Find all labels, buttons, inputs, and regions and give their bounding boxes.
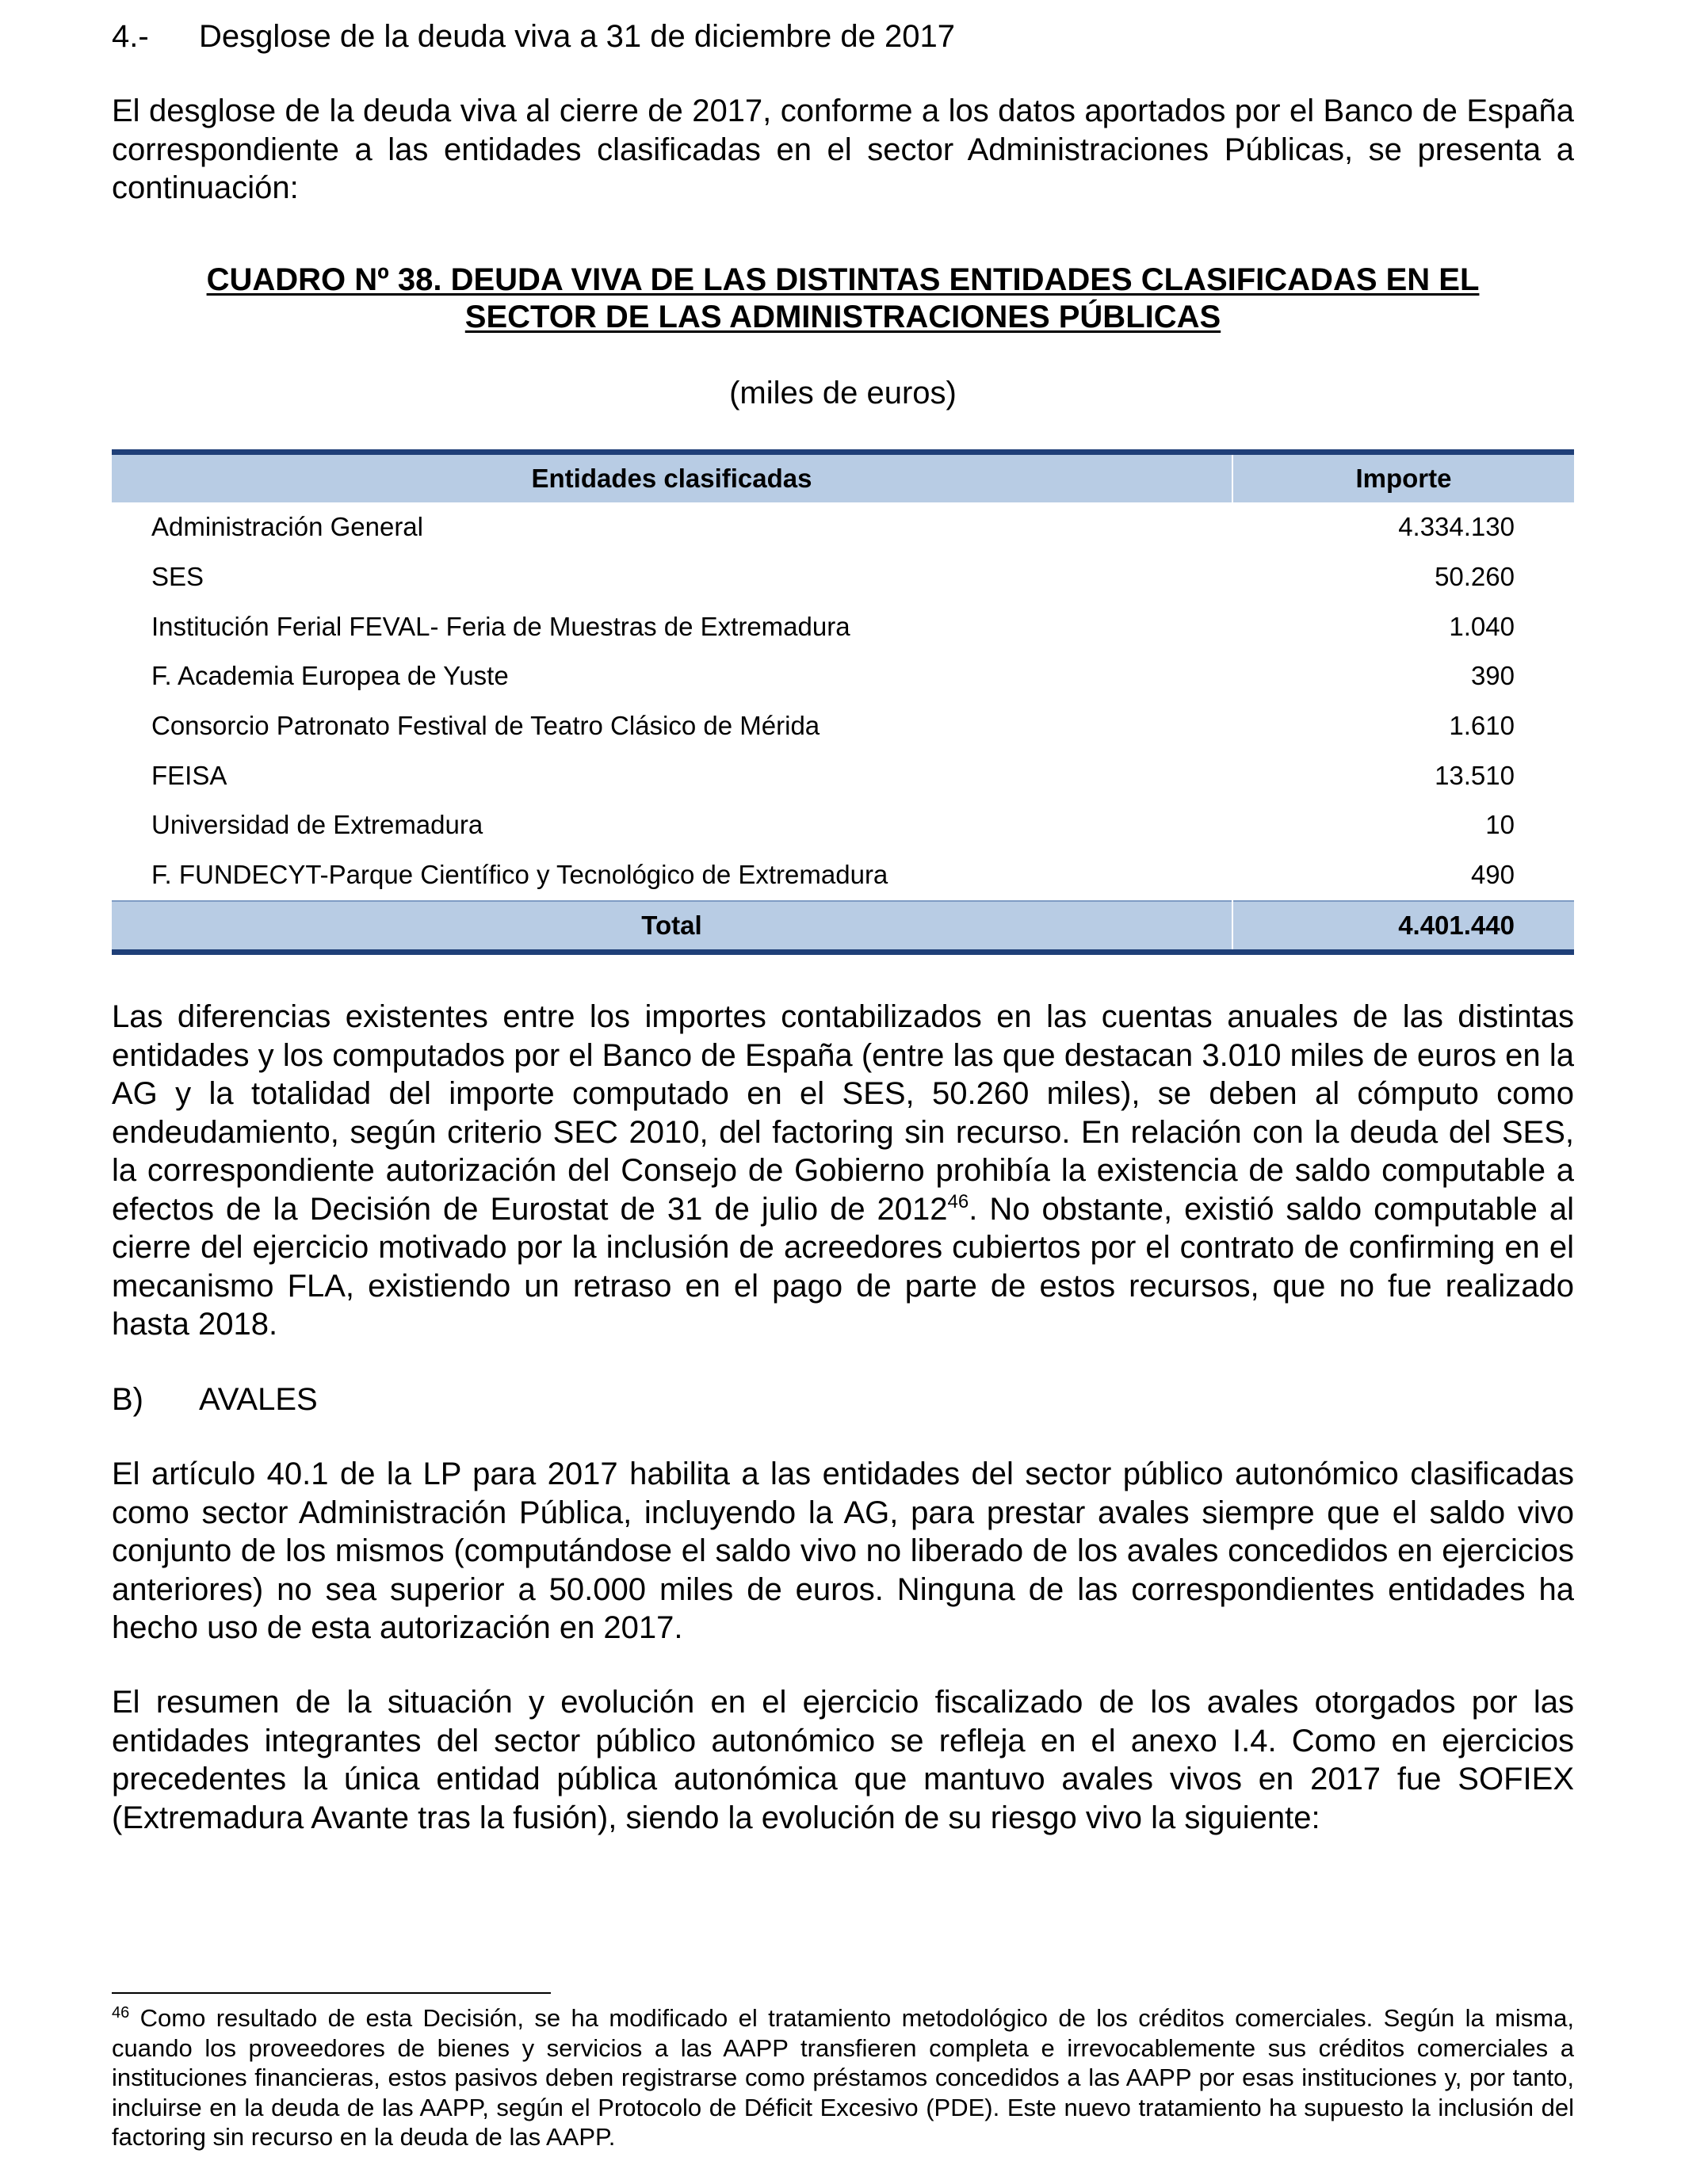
table-title bbox=[112, 262, 1574, 336]
debt-table bbox=[112, 449, 1574, 955]
row-entity: Universidad de Extremadura bbox=[151, 810, 483, 840]
footnote bbox=[112, 2003, 1574, 2152]
table-row bbox=[112, 552, 1574, 602]
row-amount: 4.334.130 bbox=[1398, 512, 1515, 542]
table-title-line-1: CUADRO Nº 38. DEUDA VIVA DE LAS DISTINTAS ENTIDADES CLASIFICADAS EN EL bbox=[206, 262, 1480, 297]
row-entity: Administración General bbox=[151, 512, 423, 542]
total-label: Total bbox=[112, 901, 1232, 953]
avales-title: AVALES bbox=[199, 1382, 318, 1417]
row-amount: 10 bbox=[1485, 810, 1515, 840]
avales-paragraph-2: El resumen de la situación y evolución en el ejercicio fiscalizado de los avales otorgados por las entidades integrantes del sector público autonómico se refleja en el anexo I.4. Como en ejercicios precedentes la única entidad pública autonómica que mantuvo avales vivos en 2017 fue SOFIEX (Extremadura Avante tras la fusión), siendo la evolución de su riesgo vivo la siguiente: bbox=[112, 1685, 1574, 1835]
intro-paragraph: El desglose de la deuda viva al cierre de 2017, conforme a los datos aportados por el Banco de España correspondiente a las entidades clasificadas en el sector Administraciones Públicas, se presenta a continuación: bbox=[112, 94, 1574, 205]
row-entity: Consorcio Patronato Festival de Teatro Clásico de Mérida bbox=[151, 711, 820, 741]
row-amount: 490 bbox=[1470, 860, 1515, 890]
differences-text-after: . No obstante, existió saldo computable al cierre del ejercicio motivado por la inclusión de acreedores cubiertos por el contrato de confirming en el mecanismo FLA, existiendo un retraso en el pago de parte de estos recursos, que no fue realizado hasta 2018. bbox=[112, 1191, 1574, 1342]
table-row bbox=[112, 651, 1574, 701]
differences-paragraph bbox=[112, 998, 1574, 1344]
header-entity: Entidades clasificadas bbox=[112, 452, 1232, 503]
row-amount: 1.040 bbox=[1449, 611, 1515, 641]
footnote-number: 46 bbox=[112, 2004, 130, 2022]
section-number: 4.- bbox=[112, 19, 149, 54]
footnote-reference: 46 bbox=[947, 1190, 969, 1212]
avales-number: B) bbox=[112, 1382, 143, 1417]
table-total-row bbox=[112, 901, 1574, 953]
table-title-line-2: SECTOR DE LAS ADMINISTRACIONES PÚBLICAS bbox=[464, 300, 1221, 334]
row-amount: 13.510 bbox=[1435, 760, 1515, 790]
avales-heading bbox=[112, 1379, 318, 1420]
table-row bbox=[112, 601, 1574, 651]
section-heading bbox=[112, 16, 955, 57]
table-header-row bbox=[112, 452, 1574, 503]
section-title: Desglose de la deuda viva a 31 de diciembre de 2017 bbox=[199, 19, 955, 54]
row-entity: SES bbox=[151, 562, 204, 592]
row-amount: 50.260 bbox=[1435, 562, 1515, 592]
differences-text-before: Las diferencias existentes entre los importes contabilizados en las cuentas anuales de las distintas entidades y los computados por el Banco de España (entre las que destacan 3.010 miles de euros en la AG y la totalidad del importe computado en el SES, 50.260 miles), se deben al cómputo como endeudamiento, según criterio SEC 2010, del factoring sin recurso. En relación con la deuda del SES, la correspondiente autorización del Consejo de Gobierno prohibía la existencia de saldo computable a efectos de la Decisión de Eurostat de 31 de julio de 2012 bbox=[112, 999, 1574, 1227]
row-amount: 1.610 bbox=[1449, 711, 1515, 741]
total-amount: 4.401.440 bbox=[1398, 910, 1515, 940]
row-entity: F. FUNDECYT-Parque Científico y Tecnológico de Extremadura bbox=[151, 860, 888, 890]
table-row bbox=[112, 502, 1574, 552]
row-entity: FEISA bbox=[151, 760, 227, 790]
footnote-separator bbox=[112, 1992, 551, 1994]
table-row bbox=[112, 800, 1574, 850]
row-entity: Institución Ferial FEVAL- Feria de Muestras de Extremadura bbox=[151, 611, 850, 641]
header-amount: Importe bbox=[1355, 464, 1452, 493]
avales-paragraph-1: El artículo 40.1 de la LP para 2017 habilita a las entidades del sector público autonómico clasificadas como sector Administración Pública, incluyendo la AG, para prestar avales siempre que el saldo vivo conjunto de los mismos (computándose el saldo vivo no liberado de los avales concedidos en ejercicios anteriores) no sea superior a 50.000 miles de euros. Ninguna de las correspondientes entidades ha hecho uso de esta autorización en 2017. bbox=[112, 1457, 1574, 1645]
footnote-text: Como resultado de esta Decisión, se ha modificado el tratamiento metodológico de los créditos comerciales. Según la misma, cuando los proveedores de bienes y servicios a las AAPP transfieren completa e irrevocablemente sus créditos comerciales a instituciones financieras, estos pasivos deben registrarse como préstamos concedidos a las AAPP por esas instituciones y, por tanto, incluirse en la deuda de las AAPP, según el Protocolo de Déficit Excesivo (PDE). Este nuevo tratamiento ha supuesto la inclusión del factoring sin recurso en la deuda de las AAPP. bbox=[112, 2004, 1574, 2151]
row-entity: F. Academia Europea de Yuste bbox=[151, 661, 509, 691]
table-row bbox=[112, 850, 1574, 901]
table-row bbox=[112, 701, 1574, 751]
row-amount: 390 bbox=[1470, 661, 1515, 691]
table-units: (miles de euros) bbox=[729, 376, 957, 410]
table-row bbox=[112, 750, 1574, 800]
